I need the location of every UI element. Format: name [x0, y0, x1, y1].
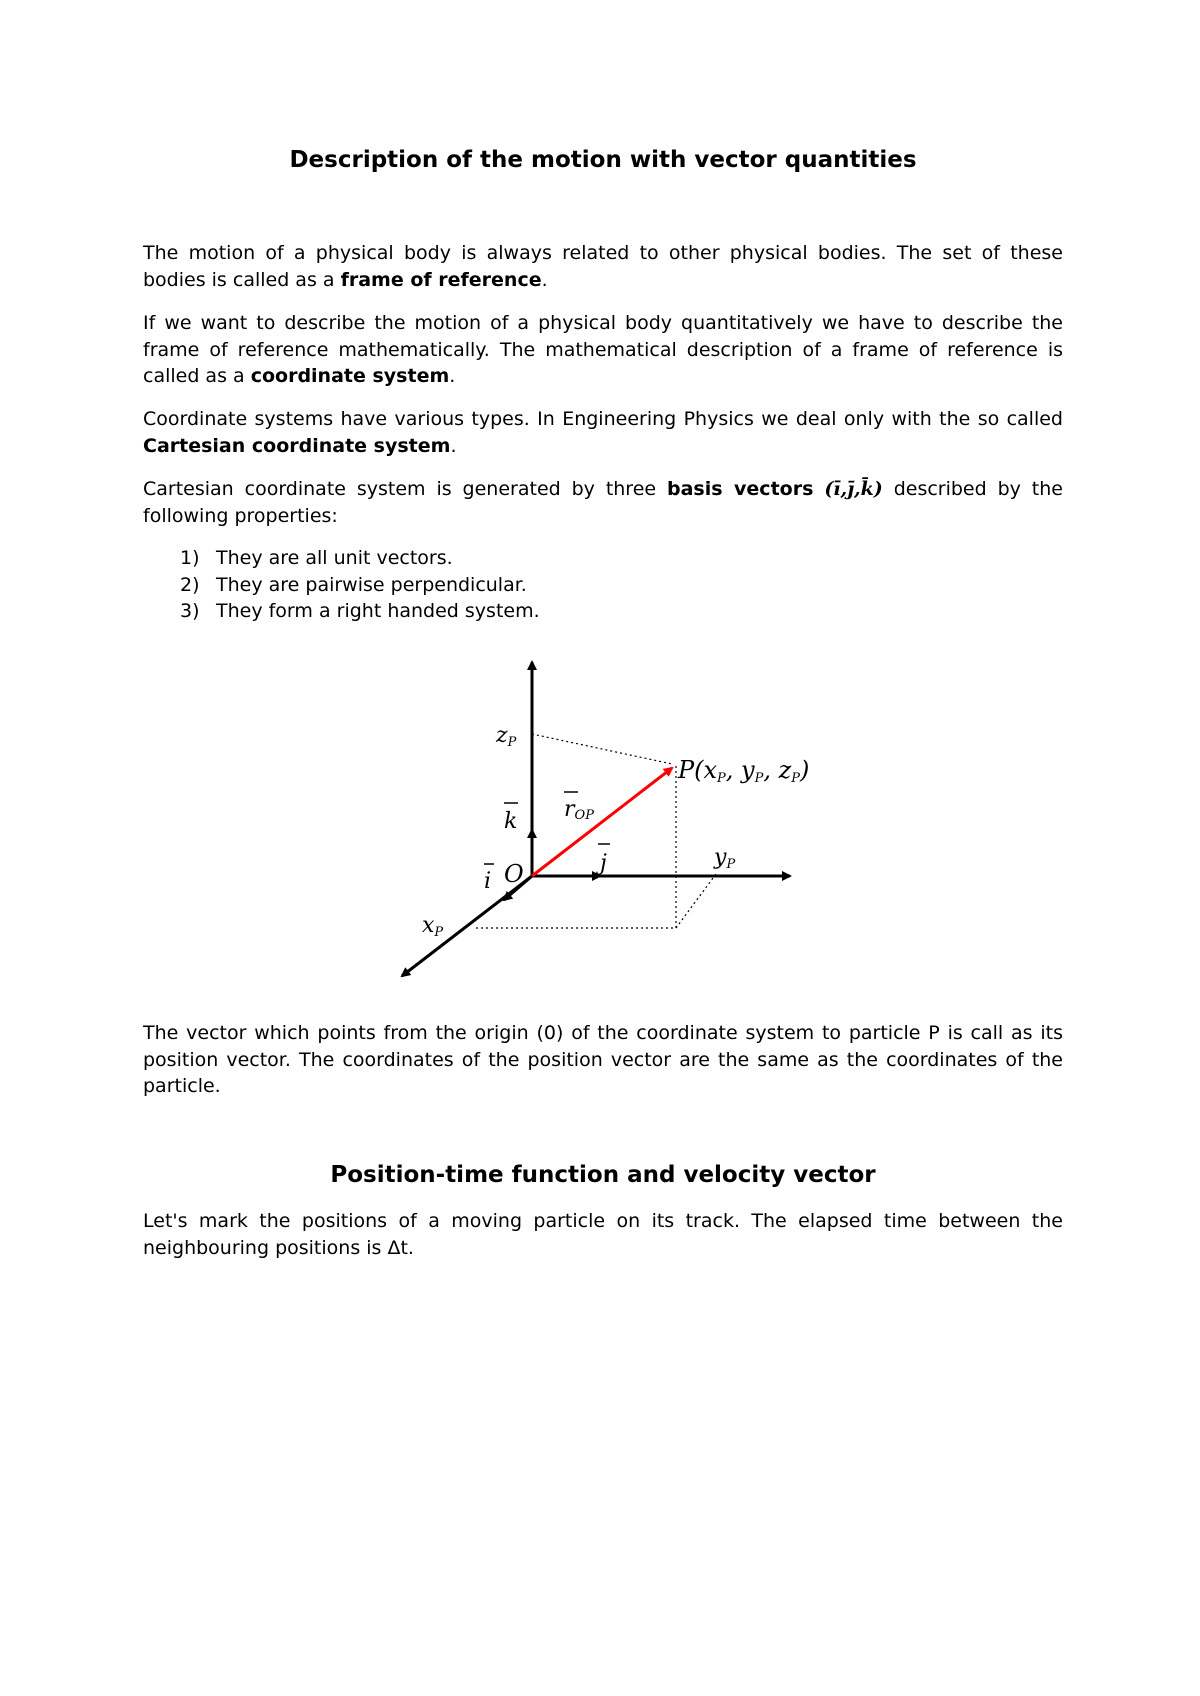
paragraph-text: .	[450, 434, 457, 457]
j-label: j	[600, 851, 607, 876]
list-item	[180, 545, 540, 572]
properties-list	[180, 545, 540, 625]
term-coordinate-system: coordinate system	[250, 365, 450, 387]
list-item	[180, 572, 540, 599]
coordinate-system-diagram	[380, 650, 810, 990]
section-title: Position-time function and velocity vector	[330, 1162, 876, 1188]
paragraph-coordinate-system	[143, 310, 1063, 390]
paragraph-text: .	[449, 365, 456, 387]
list-text: They form a right handed system.	[216, 600, 540, 622]
basis-vectors-math: (ī,j̄,k̄)	[824, 478, 883, 500]
paragraph-cartesian	[143, 406, 1063, 459]
i-label: i	[484, 869, 492, 894]
paragraph-text: The motion of a physical body is always related to other physical bodies. The set of these bodies is called as a	[143, 242, 1063, 291]
paragraph-text: described by the following properties:	[143, 478, 1063, 527]
paragraph-text: Coordinate systems have various types. In Engineering Physics we deal only with the so called	[143, 408, 1063, 430]
list-item	[180, 598, 540, 625]
paragraph-text: .	[541, 268, 548, 291]
y-coordinate-label: yP	[714, 845, 736, 872]
page-title: Description of the motion with vector quantities	[289, 147, 917, 173]
paragraph-text: Cartesian coordinate system is generated by three	[143, 478, 667, 500]
list-number: 3)	[180, 600, 200, 622]
list-text: They are all unit vectors.	[216, 547, 453, 569]
term-frame-of-reference: frame of reference	[340, 268, 542, 291]
projection-line-z	[532, 734, 672, 764]
paragraph-basis-vectors	[143, 476, 1063, 529]
k-label: k	[504, 809, 518, 834]
term-cartesian-coordinate-system: Cartesian coordinate system	[143, 434, 451, 457]
z-coordinate-label: zP	[496, 723, 517, 750]
list-text: They are pairwise perpendicular.	[216, 573, 527, 596]
paragraph-text: If we want to describe the motion of a physical body quantitatively we have to describe the frame of reference mathematically. The mathematical description of a frame of reference is called as a	[143, 312, 1063, 387]
position-vector-label: rOP	[564, 797, 594, 823]
paragraph-frame-of-reference	[143, 240, 1063, 293]
origin-label: O	[504, 860, 524, 888]
list-number: 1)	[180, 547, 200, 569]
paragraph-positions: Let's mark the positions of a moving particle on its track. The elapsed time between the neighbouring positions is Δt.	[143, 1210, 1063, 1259]
paragraph-position-vector: The vector which points from the origin (0) of the coordinate system to particle P is call as its position vector. The coordinates of the position vector are the same as the coordinates of the particle.	[143, 1022, 1063, 1097]
x-coordinate-label: xP	[422, 913, 444, 940]
list-number: 2)	[180, 573, 200, 596]
point-p-label: P(xP, yP, zP)	[678, 756, 810, 786]
term-basis-vectors: basis vectors	[667, 478, 814, 500]
projection-line-y	[676, 874, 716, 928]
